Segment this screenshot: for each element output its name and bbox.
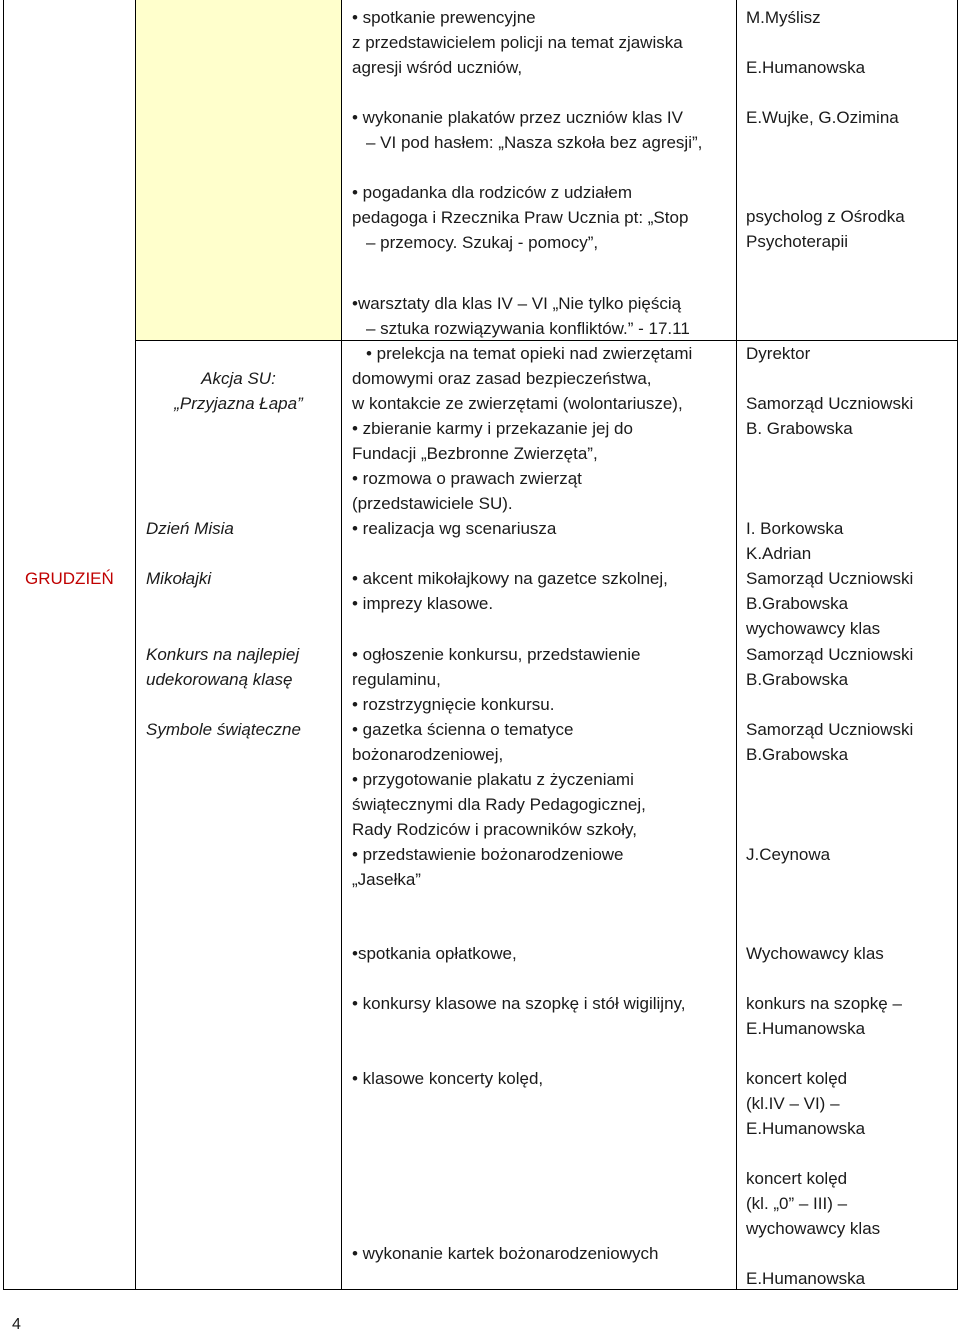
responsible-line: konkurs na szopkę – [746, 994, 902, 1013]
responsible-line: B. Grabowska [746, 419, 853, 438]
activity-line: agresji wśród uczniów, [352, 58, 523, 77]
responsible-line: wychowawcy klas [746, 1219, 881, 1238]
activity-line: Rady Rodziców i pracowników szkoły, [352, 820, 638, 839]
activities-oplatek [352, 941, 686, 1266]
activity-line: • pogadanka dla rodziców z udziałem [352, 183, 633, 202]
responsible-line: K.Adrian [746, 544, 812, 563]
responsible-akcja-su [746, 341, 913, 441]
responsible-line [746, 30, 905, 55]
activities-symbole [352, 717, 646, 892]
activity-line: – sztuka rozwiązywania konfliktów.” - 17.11 [366, 319, 690, 338]
responsible-oplatek [746, 941, 902, 1291]
responsible-line [746, 130, 905, 155]
responsible-line [746, 792, 913, 817]
activity-line: • realizacja wg scenariusza [352, 519, 557, 538]
activity-line [352, 1216, 686, 1241]
event-symbole-swiateczne: Symbole świąteczne [146, 720, 301, 739]
activity-line: • konkursy klasowe na szopkę i stół wigilijny, [352, 994, 686, 1013]
activity-line: świątecznymi dla Rady Pedagogicznej, [352, 795, 646, 814]
event-line: Akcja SU: [201, 369, 276, 388]
responsible-line: E.Humanowska [746, 1119, 866, 1138]
activity-line: – przemocy. Szukaj - pomocy”, [366, 233, 599, 252]
activity-line [352, 1041, 686, 1066]
responsible-line [746, 1041, 902, 1066]
responsible-line: B.Grabowska [746, 745, 849, 764]
activity-line [352, 1166, 686, 1191]
activity-line: • akcent mikołajkowy na gazetce szkolnej, [352, 569, 668, 588]
activity-line: • gazetka ścienna o tematyce [352, 720, 574, 739]
responsible-line: wychowawcy klas [746, 619, 881, 638]
responsible-line: J.Ceynowa [746, 845, 831, 864]
event-line: Konkurs na najlepiej [146, 645, 300, 664]
activity-line: • wykonanie plakatów przez uczniów klas IV [352, 108, 683, 127]
responsible-line: (kl. „0” – III) – [746, 1194, 848, 1213]
activity-line: • zbieranie karmy i przekazanie jej do [352, 419, 633, 438]
activity-line: pedagoga i Rzecznika Praw Ucznia pt: „Stop [352, 208, 689, 227]
activity-line: • spotkanie prewencyjne [352, 8, 536, 27]
activity-line: „Jasełka” [352, 870, 421, 889]
activity-line: •spotkania opłatkowe, [352, 944, 517, 963]
activity-line: • prelekcja na temat opieki nad zwierzętami [366, 344, 693, 363]
activity-line [352, 1141, 686, 1166]
responsible-line: E.Humanowska [746, 1269, 866, 1288]
responsible-line: B.Grabowska [746, 594, 849, 613]
responsible-top [746, 5, 905, 254]
responsible-line: M.Myślisz [746, 8, 821, 27]
event-line: udekorowaną klasę [146, 670, 293, 689]
responsible-line [746, 155, 905, 180]
activity-line: (przedstawiciele SU). [352, 494, 513, 513]
activity-line [352, 1016, 686, 1041]
activity-line: • przedstawienie bożonarodzeniowe [352, 845, 624, 864]
activity-line: domowymi oraz zasad bezpieczeństwa, [352, 369, 652, 388]
activity-line: • rozstrzygnięcie konkursu. [352, 695, 555, 714]
month-label: GRUDZIEŃ [25, 569, 114, 588]
activities-akcja-su [352, 341, 692, 516]
event-mikolajki: Mikołajki [146, 569, 212, 588]
activities-top [352, 5, 702, 341]
responsible-line [746, 767, 913, 792]
activity-line: • wykonanie kartek bożonarodzeniowych [352, 1244, 659, 1263]
responsible-line [746, 366, 913, 391]
responsible-line: koncert kolęd [746, 1169, 848, 1188]
activity-line [352, 1116, 686, 1141]
responsible-mikolajki [746, 566, 913, 641]
activity-line [352, 1191, 686, 1216]
activity-line: • imprezy klasowe. [352, 594, 494, 613]
responsible-line [746, 1241, 902, 1266]
activity-line: regulaminu, [352, 670, 441, 689]
event-akcja-su [136, 366, 341, 416]
activity-line: • klasowe koncerty kolęd, [352, 1069, 544, 1088]
responsible-line: Samorząd Uczniowski [746, 394, 914, 413]
responsible-line: Dyrektor [746, 344, 811, 363]
responsible-line: psycholog z Ośrodka [746, 207, 905, 226]
responsible-line: Wychowawcy klas [746, 944, 884, 963]
activity-line [352, 255, 702, 291]
responsible-line: E.Humanowska [746, 58, 866, 77]
responsible-konkurs [746, 642, 913, 692]
responsible-line: koncert kolęd [746, 1069, 848, 1088]
activity-line: • przygotowanie plakatu z życzeniami [352, 770, 634, 789]
responsible-line: E.Humanowska [746, 1019, 866, 1038]
activity-line: • rozmowa o prawach zwierząt [352, 469, 582, 488]
event-line: „Przyjazna Łapa” [174, 394, 303, 413]
responsible-symbole [746, 717, 913, 867]
responsible-dzien-misia [746, 516, 843, 566]
responsible-line: Samorząd Uczniowski [746, 720, 914, 739]
activities-mikolajki [352, 566, 668, 616]
event-konkurs [146, 642, 299, 692]
activity-line: •warsztaty dla klas IV – VI „Nie tylko pięścią [352, 294, 682, 313]
responsible-line [746, 966, 902, 991]
activity-line [352, 966, 686, 991]
responsible-line: Psychoterapii [746, 232, 849, 251]
responsible-line [746, 80, 905, 105]
activity-line: w kontakcie ze zwierzętami (wolontariusze), [352, 394, 683, 413]
event-dzien-misia: Dzień Misia [146, 519, 234, 538]
activity-line: – VI pod hasłem: „Nasza szkoła bez agresji”, [366, 133, 703, 152]
activities-konkurs [352, 642, 641, 717]
highlighted-event-cell [136, 0, 341, 341]
page-number: 4 [12, 1316, 21, 1333]
responsible-line [746, 817, 913, 842]
activity-line [352, 80, 702, 105]
responsible-line: (kl.IV – VI) – [746, 1094, 840, 1113]
activity-line: • ogłoszenie konkursu, przedstawienie [352, 645, 641, 664]
responsible-line: E.Wujke, G.Ozimina [746, 108, 899, 127]
responsible-line [746, 180, 905, 204]
responsible-line [746, 1141, 902, 1166]
responsible-line: Samorząd Uczniowski [746, 569, 914, 588]
responsible-line: B.Grabowska [746, 670, 849, 689]
activity-line [352, 155, 702, 180]
activity-line: bożonarodzeniowej, [352, 745, 504, 764]
activity-line: z przedstawicielem policji na temat zjawiska [352, 33, 683, 52]
responsible-line: I. Borkowska [746, 519, 844, 538]
responsible-line: Samorząd Uczniowski [746, 645, 914, 664]
activity-line [352, 1091, 686, 1116]
activity-line: Fundacji „Bezbronne Zwierzęta”, [352, 444, 598, 463]
